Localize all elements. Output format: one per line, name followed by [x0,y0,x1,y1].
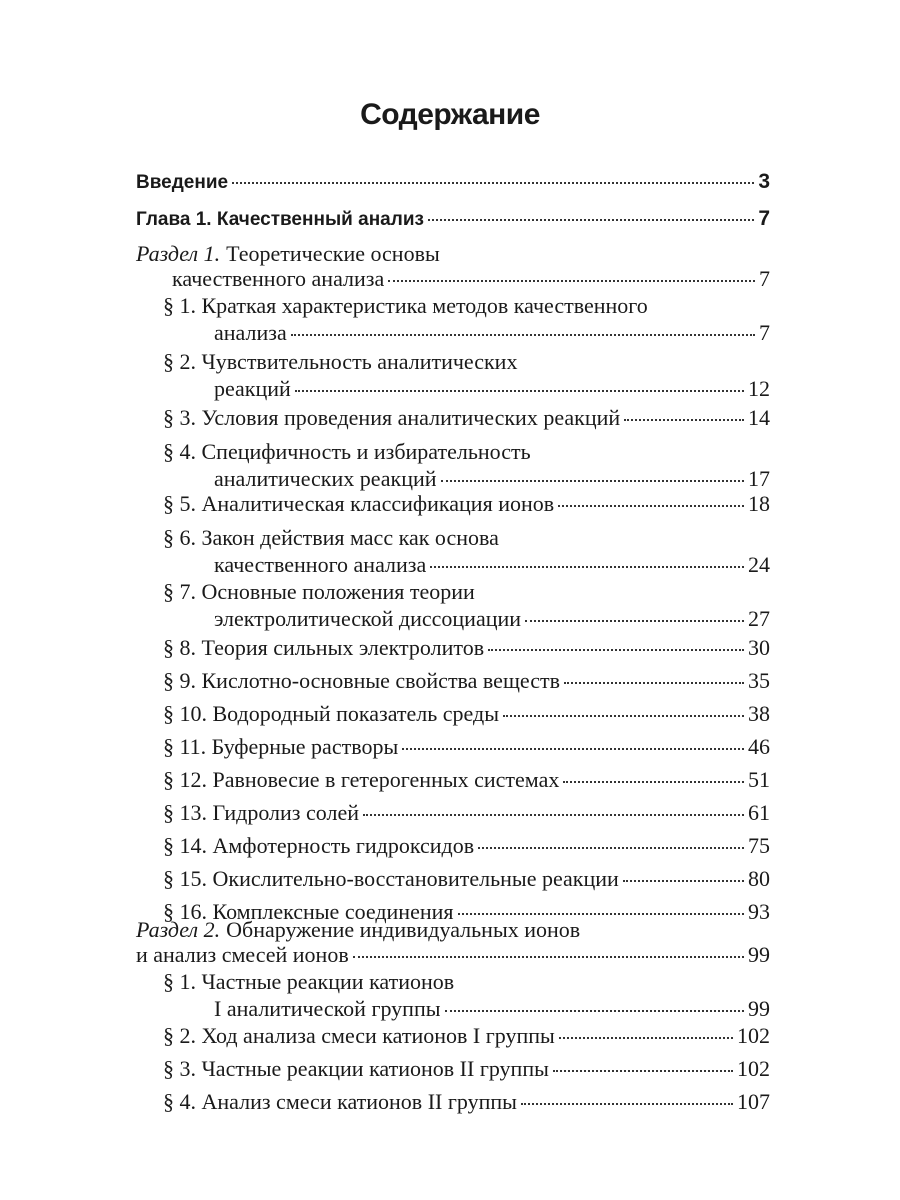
entry-title: Введение [136,172,229,193]
toc-line [163,524,499,552]
page-number: 27 [748,606,770,631]
page-number: 7 [759,266,770,291]
dot-leader [558,505,744,507]
page-number: 99 [748,996,770,1021]
toc-line [214,319,770,347]
toc-line [163,1022,770,1050]
entry-title: Обнаружение индивидуальных ионов [226,917,581,942]
dot-leader [525,620,744,622]
entry-title: § 7. Основные положения теории [163,579,475,604]
page-number: 46 [748,734,770,759]
page-number: 18 [748,491,770,516]
entry-title-cont: аналитических реакций [214,466,437,491]
dot-leader [232,182,754,184]
toc-line [163,865,770,893]
entry-title: Теоретические основы [226,241,440,266]
entry-title: § 2. Чувствительность аналитических [163,349,518,374]
dot-leader [521,1103,733,1105]
dot-leader [428,219,754,221]
entry-title: § 14. Амфотерность гидроксидов [163,833,475,858]
page-title: Содержание [360,98,540,131]
page-number: 102 [737,1023,770,1048]
entry-title-cont: I аналитической группы [214,996,441,1021]
dot-leader [430,566,744,568]
toc-line [163,634,770,662]
page-number: 99 [748,942,770,967]
entry-title: § 3. Условия проведения аналитических реакций [163,405,621,430]
entry-title: § 11. Буферные растворы [163,734,399,759]
toc-line [163,700,770,728]
dot-leader [402,748,744,750]
entry-title: § 4. Анализ смеси катионов II группы [163,1089,517,1114]
toc-line [163,348,517,376]
toc-line [214,375,770,403]
page-number: 30 [748,635,770,660]
page-number: 80 [748,866,770,891]
dot-leader [553,1070,733,1072]
entry-title: § 1. Частные реакции катионов [163,969,455,994]
toc-line [136,941,770,969]
toc-line [163,292,648,320]
toc-line [136,240,440,268]
entry-title: Глава 1. Качественный анализ [136,209,424,230]
entry-title: § 8. Теория сильных электролитов [163,635,485,660]
page-number: 93 [748,899,770,924]
toc-line [163,404,770,432]
entry-title-cont: реакций [214,376,291,401]
page-number: 51 [748,767,770,792]
section-label: Раздел 1. [136,241,221,266]
toc-line [163,766,770,794]
toc-line [214,995,770,1023]
dot-leader [363,814,744,816]
toc-line [163,1088,770,1116]
dot-leader [291,334,755,336]
toc-line [172,265,770,293]
dot-leader [564,682,744,684]
entry-title-cont: качественного анализа [172,266,385,291]
entry-title: § 10. Водородный показатель среды [163,701,500,726]
dot-leader [441,480,744,482]
toc-line [163,1055,770,1083]
toc-line [163,733,770,761]
toc-line [163,832,770,860]
toc-line [214,551,770,579]
toc-line [214,605,770,633]
dot-leader [458,913,744,915]
entry-title: § 2. Ход анализа смеси катионов I группы [163,1023,555,1048]
page-number: 17 [748,466,770,491]
dot-leader [488,649,744,651]
toc-line [136,205,770,234]
dot-leader [478,847,744,849]
entry-title: § 5. Аналитическая классификация ионов [163,491,555,516]
dot-leader [353,956,744,958]
dot-leader [623,880,744,882]
entry-title-cont: и анализ смесей ионов [136,942,349,967]
dot-leader [295,390,744,392]
toc-line [136,168,770,197]
dot-leader [503,715,744,717]
page-number: 102 [737,1056,770,1081]
toc-line [163,968,454,996]
toc-line [163,667,770,695]
dot-leader [559,1037,733,1039]
dot-leader [563,781,744,783]
page-number: 107 [737,1089,770,1114]
entry-title: § 9. Кислотно-основные свойства веществ [163,668,560,693]
entry-title: § 4. Специфичность и избирательность [163,439,531,464]
entry-title: § 15. Окислительно-восстановительные реакции [163,866,619,891]
toc-line [136,916,580,944]
entry-title: § 1. Краткая характеристика методов качественного [163,293,648,318]
toc-line [163,490,770,518]
entry-title-cont: качественного анализа [214,552,427,577]
entry-title: § 6. Закон действия масс как основа [163,525,499,550]
toc-line [163,578,475,606]
entry-title-cont: электролитической диссоциации [214,606,522,631]
toc-line [163,438,531,466]
page-number: 7 [758,207,770,230]
entry-title: § 12. Равновесие в гетерогенных системах [163,767,560,792]
page-number: 7 [759,320,770,345]
entry-title: § 13. Гидролиз солей [163,800,359,825]
page-number: 3 [758,170,770,193]
toc-line [214,465,770,493]
page-number: 61 [748,800,770,825]
page-number: 24 [748,552,770,577]
entry-title: § 3. Частные реакции катионов II группы [163,1056,549,1081]
entry-title-cont: анализа [214,320,287,345]
page-number: 38 [748,701,770,726]
dot-leader [388,280,755,282]
toc-line [163,799,770,827]
entry-title: § 16. Комплексные соединения [163,899,454,924]
page-number: 35 [748,668,770,693]
page-number: 12 [748,376,770,401]
page-number: 75 [748,833,770,858]
page-number: 14 [748,405,770,430]
section-label: Раздел 2. [136,917,221,942]
dot-leader [624,419,744,421]
dot-leader [445,1010,744,1012]
